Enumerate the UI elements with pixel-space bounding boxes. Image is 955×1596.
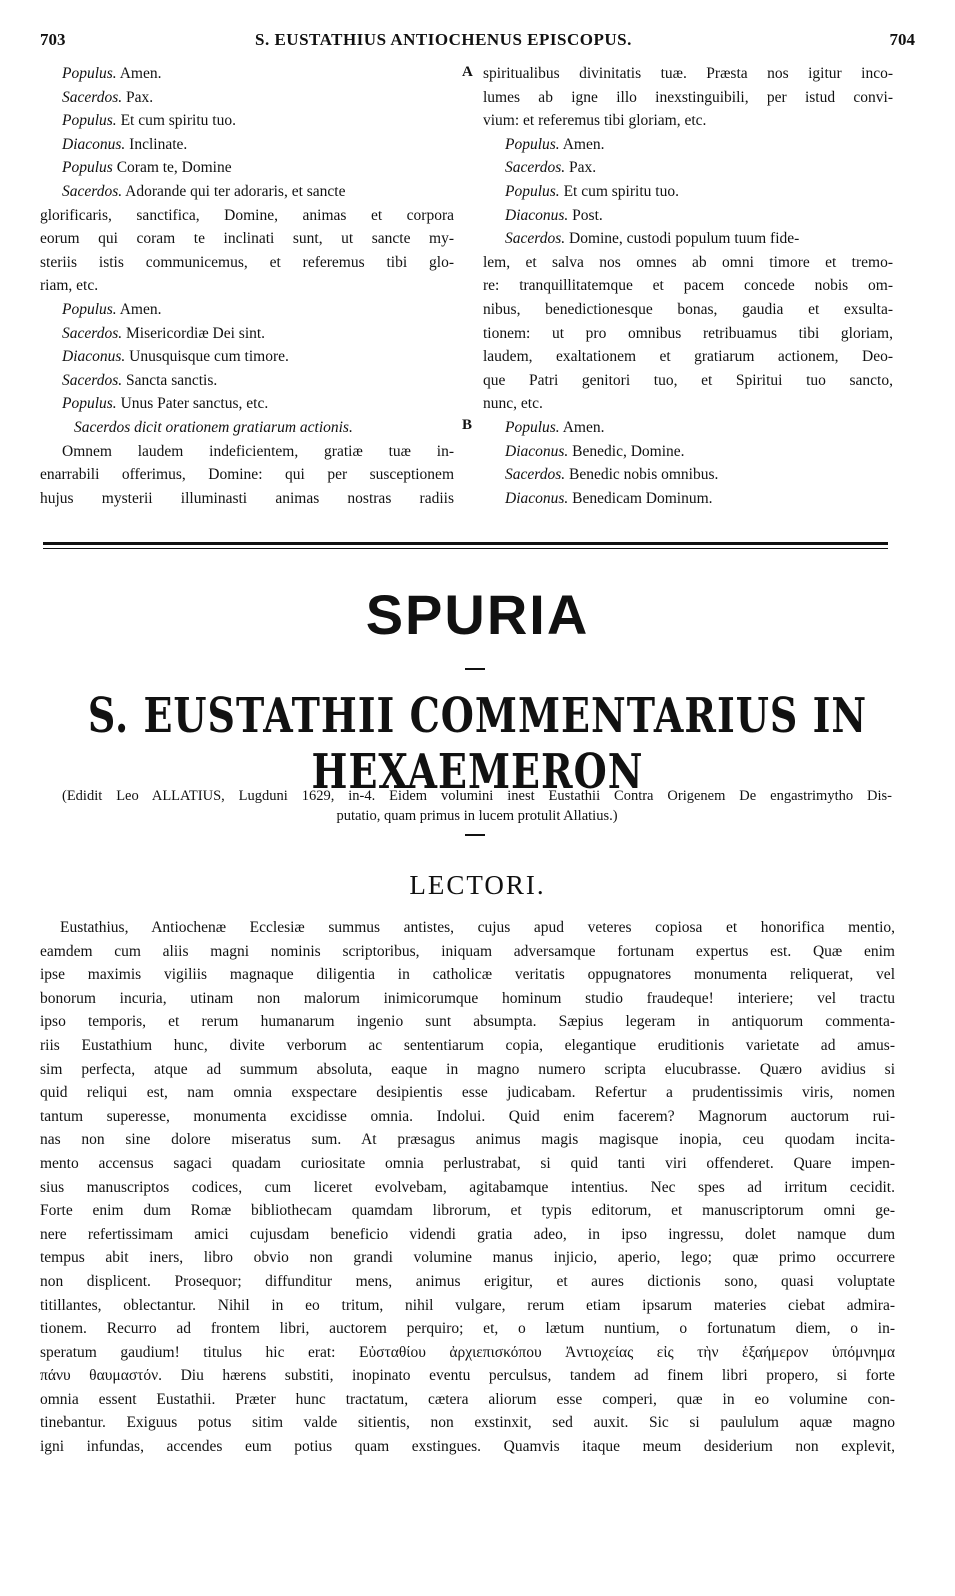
left-column-line: hujus mysterii illuminasti animas nostras radiis bbox=[40, 489, 454, 507]
section-rule-thin bbox=[43, 548, 888, 549]
line-text: Inclinate. bbox=[125, 135, 188, 153]
right-column-line bbox=[483, 227, 893, 251]
line-text: Benedic, Domine. bbox=[568, 442, 685, 460]
right-column-line bbox=[483, 487, 893, 511]
left-column-line: riam, etc. bbox=[40, 277, 99, 295]
left-column-line bbox=[40, 416, 454, 440]
body-line: ipso temporis, et rerum humanarum ingenio sunt absumpta. Sæpius legeram in antiquorum commenta- bbox=[40, 1013, 895, 1031]
speaker-label: Sacerdos. bbox=[62, 324, 123, 342]
right-column bbox=[483, 62, 893, 510]
right-column-line bbox=[483, 416, 893, 440]
right-column-line: laudem, exaltationem et gratiarum actionem, Deo- bbox=[483, 348, 893, 366]
speaker-label: Populus. bbox=[505, 182, 560, 200]
speaker-label: Populus. bbox=[505, 135, 560, 153]
edition-note bbox=[62, 786, 892, 826]
right-column-line bbox=[483, 463, 893, 487]
speaker-label: Sacerdos. bbox=[62, 88, 123, 106]
body-line: Eustathius, Antiochenæ Ecclesiæ summus antistes, cujus apud veteres copiosa et honorifica mentio, bbox=[60, 919, 895, 936]
running-header bbox=[40, 30, 915, 52]
speaker-label: Populus. bbox=[505, 418, 560, 436]
body-line: πάνυ θαυμαστόν. Diu hærens substiti, inopinato eventu perculsus, tandem ad finem libri propero, si forte bbox=[40, 1367, 895, 1385]
left-column-line: Omnem laudem indeficientem, gratiæ tuæ in- bbox=[62, 442, 454, 460]
preface-body bbox=[40, 916, 895, 1459]
title-dash bbox=[465, 668, 485, 670]
speaker-label: Diaconus. bbox=[505, 442, 569, 460]
left-column-line bbox=[40, 369, 454, 393]
body-line: titillantes, oblectantur. Nihil in eo tritum, nihil vulgare, rerum etiam ipsarum materies ciebat admira- bbox=[40, 1296, 895, 1314]
right-column-line: lumes ab igne illo inexstinguibili, per istud convi- bbox=[483, 88, 893, 106]
section-title: SPURIA bbox=[365, 583, 590, 646]
line-text: Adorande qui ter adoraris, et sancte bbox=[122, 182, 346, 200]
right-column-line bbox=[483, 133, 893, 157]
line-text: Misericordiæ Dei sint. bbox=[122, 324, 266, 342]
line-text: Amen. bbox=[116, 65, 162, 82]
speaker-label: Diaconus. bbox=[505, 206, 569, 224]
speaker-label: Sacerdos. bbox=[505, 466, 566, 484]
line-text: Benedicam Dominum. bbox=[568, 489, 713, 507]
left-column-line bbox=[40, 133, 454, 157]
line-text: Et cum spiritu tuo. bbox=[116, 112, 236, 130]
speaker-label: Sacerdos. bbox=[505, 159, 566, 177]
line-text: Amen. bbox=[116, 300, 162, 318]
body-line: sim perfecta, atque ad summum absoluta, eaque in magno numero scripta elucubrasse. Quæro avidius si bbox=[40, 1060, 895, 1078]
right-column-line: lem, et salva nos omnes ab omni timore et tremo- bbox=[483, 253, 893, 271]
body-line: ipse maximis vigiliis magnaque diligentia in catholicæ veritatis oppugnatores monumenta reliquerat, vel bbox=[40, 966, 895, 984]
right-column-line: re: tranquillitatemque et pacem concede nobis om- bbox=[483, 277, 893, 295]
body-line: sius manuscriptos codices, cum liceret evolvebam, agitabamque intentius. Nec spes ad irritum cecidit. bbox=[40, 1178, 895, 1196]
line-text: Post. bbox=[568, 206, 603, 224]
margin-marker-a: A bbox=[462, 64, 473, 80]
body-line: igni infundas, accendes eum potius quam exstingues. Quamvis itaque meum desiderium non explevit, bbox=[40, 1438, 895, 1456]
left-column-line bbox=[40, 109, 454, 133]
margin-marker-b: B bbox=[462, 417, 473, 433]
speaker-label: Populus. bbox=[62, 112, 117, 130]
running-title: S. EUSTATHIUS ANTIOCHENUS EPISCOPUS. bbox=[255, 30, 632, 49]
line-text: Coram te, Domine bbox=[112, 159, 232, 177]
lectori-heading: LECTORI. bbox=[409, 870, 546, 900]
line-text: Benedic nobis omnibus. bbox=[565, 466, 719, 484]
body-line: quid reliqui est, nam omnia exspectare desipientis esse judicabam. Refertur a prudentissimis viris, nomen bbox=[40, 1084, 895, 1102]
right-column-line: spiritualibus divinitatis tuæ. Præsta nos igitur inco- bbox=[483, 65, 893, 82]
left-column-line bbox=[40, 156, 454, 180]
body-line: tionem. Recurro ad frontem libri, auctorem perquiro; et, o lætum nuntium, o fortunatum diem, o in- bbox=[40, 1320, 895, 1338]
right-column-line bbox=[483, 180, 893, 204]
left-column-line: eorum qui coram te inclinati sunt, ut sancte my- bbox=[40, 230, 454, 248]
left-column-line bbox=[40, 62, 454, 86]
body-line: riis Eustathium hunc, divite verborum ac sententiarum copia, elegantique eruditionis varietate ad amus- bbox=[40, 1036, 895, 1054]
right-column-line: nibus, benedictionesque bonas, gaudia et exsulta- bbox=[483, 300, 893, 318]
line-text: Pax. bbox=[122, 88, 154, 106]
section-rule bbox=[43, 542, 888, 545]
speaker-label: Sacerdos dicit orationem gratiarum actionis. bbox=[74, 418, 353, 436]
left-column bbox=[40, 62, 454, 510]
body-line: tempus abit iners, libro obvio non grandi volumine manus injicio, aperio, lego; quæ primo occurrere bbox=[40, 1249, 895, 1267]
body-line: tinebantur. Exiguus potus sitim valde sitientis, non exstinxit, sed auxit. Sic si paululum aquæ magno bbox=[40, 1414, 895, 1432]
body-line: nas non sine dolore miseratus sum. At præsagus animus magis magisque inopia, ceu quodam incita- bbox=[40, 1131, 895, 1149]
left-column-line: enarrabili offerimus, Domine: qui per susceptionem bbox=[40, 466, 454, 484]
left-column-line bbox=[40, 345, 454, 369]
work-title: S. EUSTATHII COMMENTARIUS IN HEXAEMERON bbox=[87, 686, 868, 800]
body-line: tantum superesse, monumenta excidisse omnia. Indolui. Quid enim facerem? Magnorum auctorum rui- bbox=[40, 1107, 895, 1125]
line-text: Et cum spiritu tuo. bbox=[559, 182, 679, 200]
page-number-left: 703 bbox=[40, 30, 66, 49]
right-column-line: que Patri genitori tuo, et Spiritui tuo sancto, bbox=[483, 371, 893, 389]
left-column-line bbox=[40, 298, 454, 322]
speaker-label: Populus. bbox=[62, 65, 117, 82]
left-column-line: steriis istis communicemus, et referemus tibi glo- bbox=[40, 253, 454, 271]
right-column-line bbox=[483, 440, 893, 464]
page-number-right: 704 bbox=[889, 30, 915, 49]
speaker-label: Sacerdos. bbox=[505, 230, 566, 248]
right-column-line: nunc, etc. bbox=[483, 395, 543, 413]
right-column-line: vium: et referemus tibi gloriam, etc. bbox=[483, 112, 707, 130]
body-line: omnia essent Eustathii. Præter hunc tractatum, cætera aliorum esse comperi, quæ in eo volumine con- bbox=[40, 1390, 895, 1408]
body-line: non displicent. Prosequor; diffunditur mens, animus erigitur, et aures dictionis sono, quasi voluptate bbox=[40, 1272, 895, 1290]
edition-note-line-1: (Edidit Leo ALLATIUS, Lugduni 1629, in-4. Eidem volumini inest Eustathii Contra Origenem De engastrimytho Dis- bbox=[62, 788, 892, 804]
body-line: eamdem cum aliis magni nominis scriptoribus, iniquam adversamque fortunam expertus est. Quæ enim bbox=[40, 942, 895, 960]
body-line: nere refertissimam amici cujusdam beneficio videndi gratia adeo, in ipso ingressu, dolet namque dum bbox=[40, 1225, 895, 1243]
line-text: Sancta sanctis. bbox=[122, 371, 218, 389]
speaker-label: Sacerdos. bbox=[62, 182, 123, 200]
speaker-label: Populus. bbox=[62, 395, 117, 413]
speaker-label: Diaconus. bbox=[505, 489, 569, 507]
line-text: Amen. bbox=[559, 135, 605, 153]
speaker-label: Sacerdos. bbox=[62, 371, 123, 389]
right-column-line bbox=[483, 156, 893, 180]
right-column-line bbox=[483, 204, 893, 228]
speaker-label: Populus. bbox=[62, 300, 117, 318]
speaker-label: Diaconus. bbox=[62, 135, 126, 153]
body-line: speratum gaudium! titulus hic erat: Εὐσταθίου ἀρχιεπισκόπου Ἀντιοχείας εἰς τὴν ἑξαήμερον ὑπόμνημα bbox=[40, 1343, 895, 1361]
line-text: Amen. bbox=[559, 418, 605, 436]
left-column-line bbox=[40, 392, 454, 416]
edition-note-line-2: putatio, quam primus in lucem protulit Allatius.) bbox=[336, 808, 618, 824]
body-line: mento accensus sagaci quadam curiositate omnia perlustrabat, si quid tanti viri offenderet. Quare impen- bbox=[40, 1154, 895, 1172]
line-text: Pax. bbox=[565, 159, 597, 177]
speaker-label: Diaconus. bbox=[62, 348, 126, 366]
body-line: Forte enim dum Romæ bibliothecam quamdam librorum, et typis editorum, et manuscriptorum omni ge- bbox=[40, 1202, 895, 1220]
edition-dash bbox=[465, 834, 485, 836]
left-column-line: glorificaris, sanctifica, Domine, animas et corpora bbox=[40, 206, 454, 224]
left-column-line bbox=[40, 180, 454, 204]
right-column-line: tionem: ut pro omnibus retribuamus tibi gloriam, bbox=[483, 324, 893, 342]
line-text: Unusquisque cum timore. bbox=[125, 348, 289, 366]
left-column-line bbox=[40, 86, 454, 110]
line-text: Domine, custodi populum tuum fide- bbox=[565, 230, 800, 248]
left-column-line bbox=[40, 322, 454, 346]
body-line: bonorum incuria, utinam non malorum inimicorumque hominum studio fraudeque! interiere; vel tractu bbox=[40, 989, 895, 1007]
speaker-label: Populus bbox=[62, 159, 113, 177]
line-text: Unus Pater sanctus, etc. bbox=[116, 395, 269, 413]
